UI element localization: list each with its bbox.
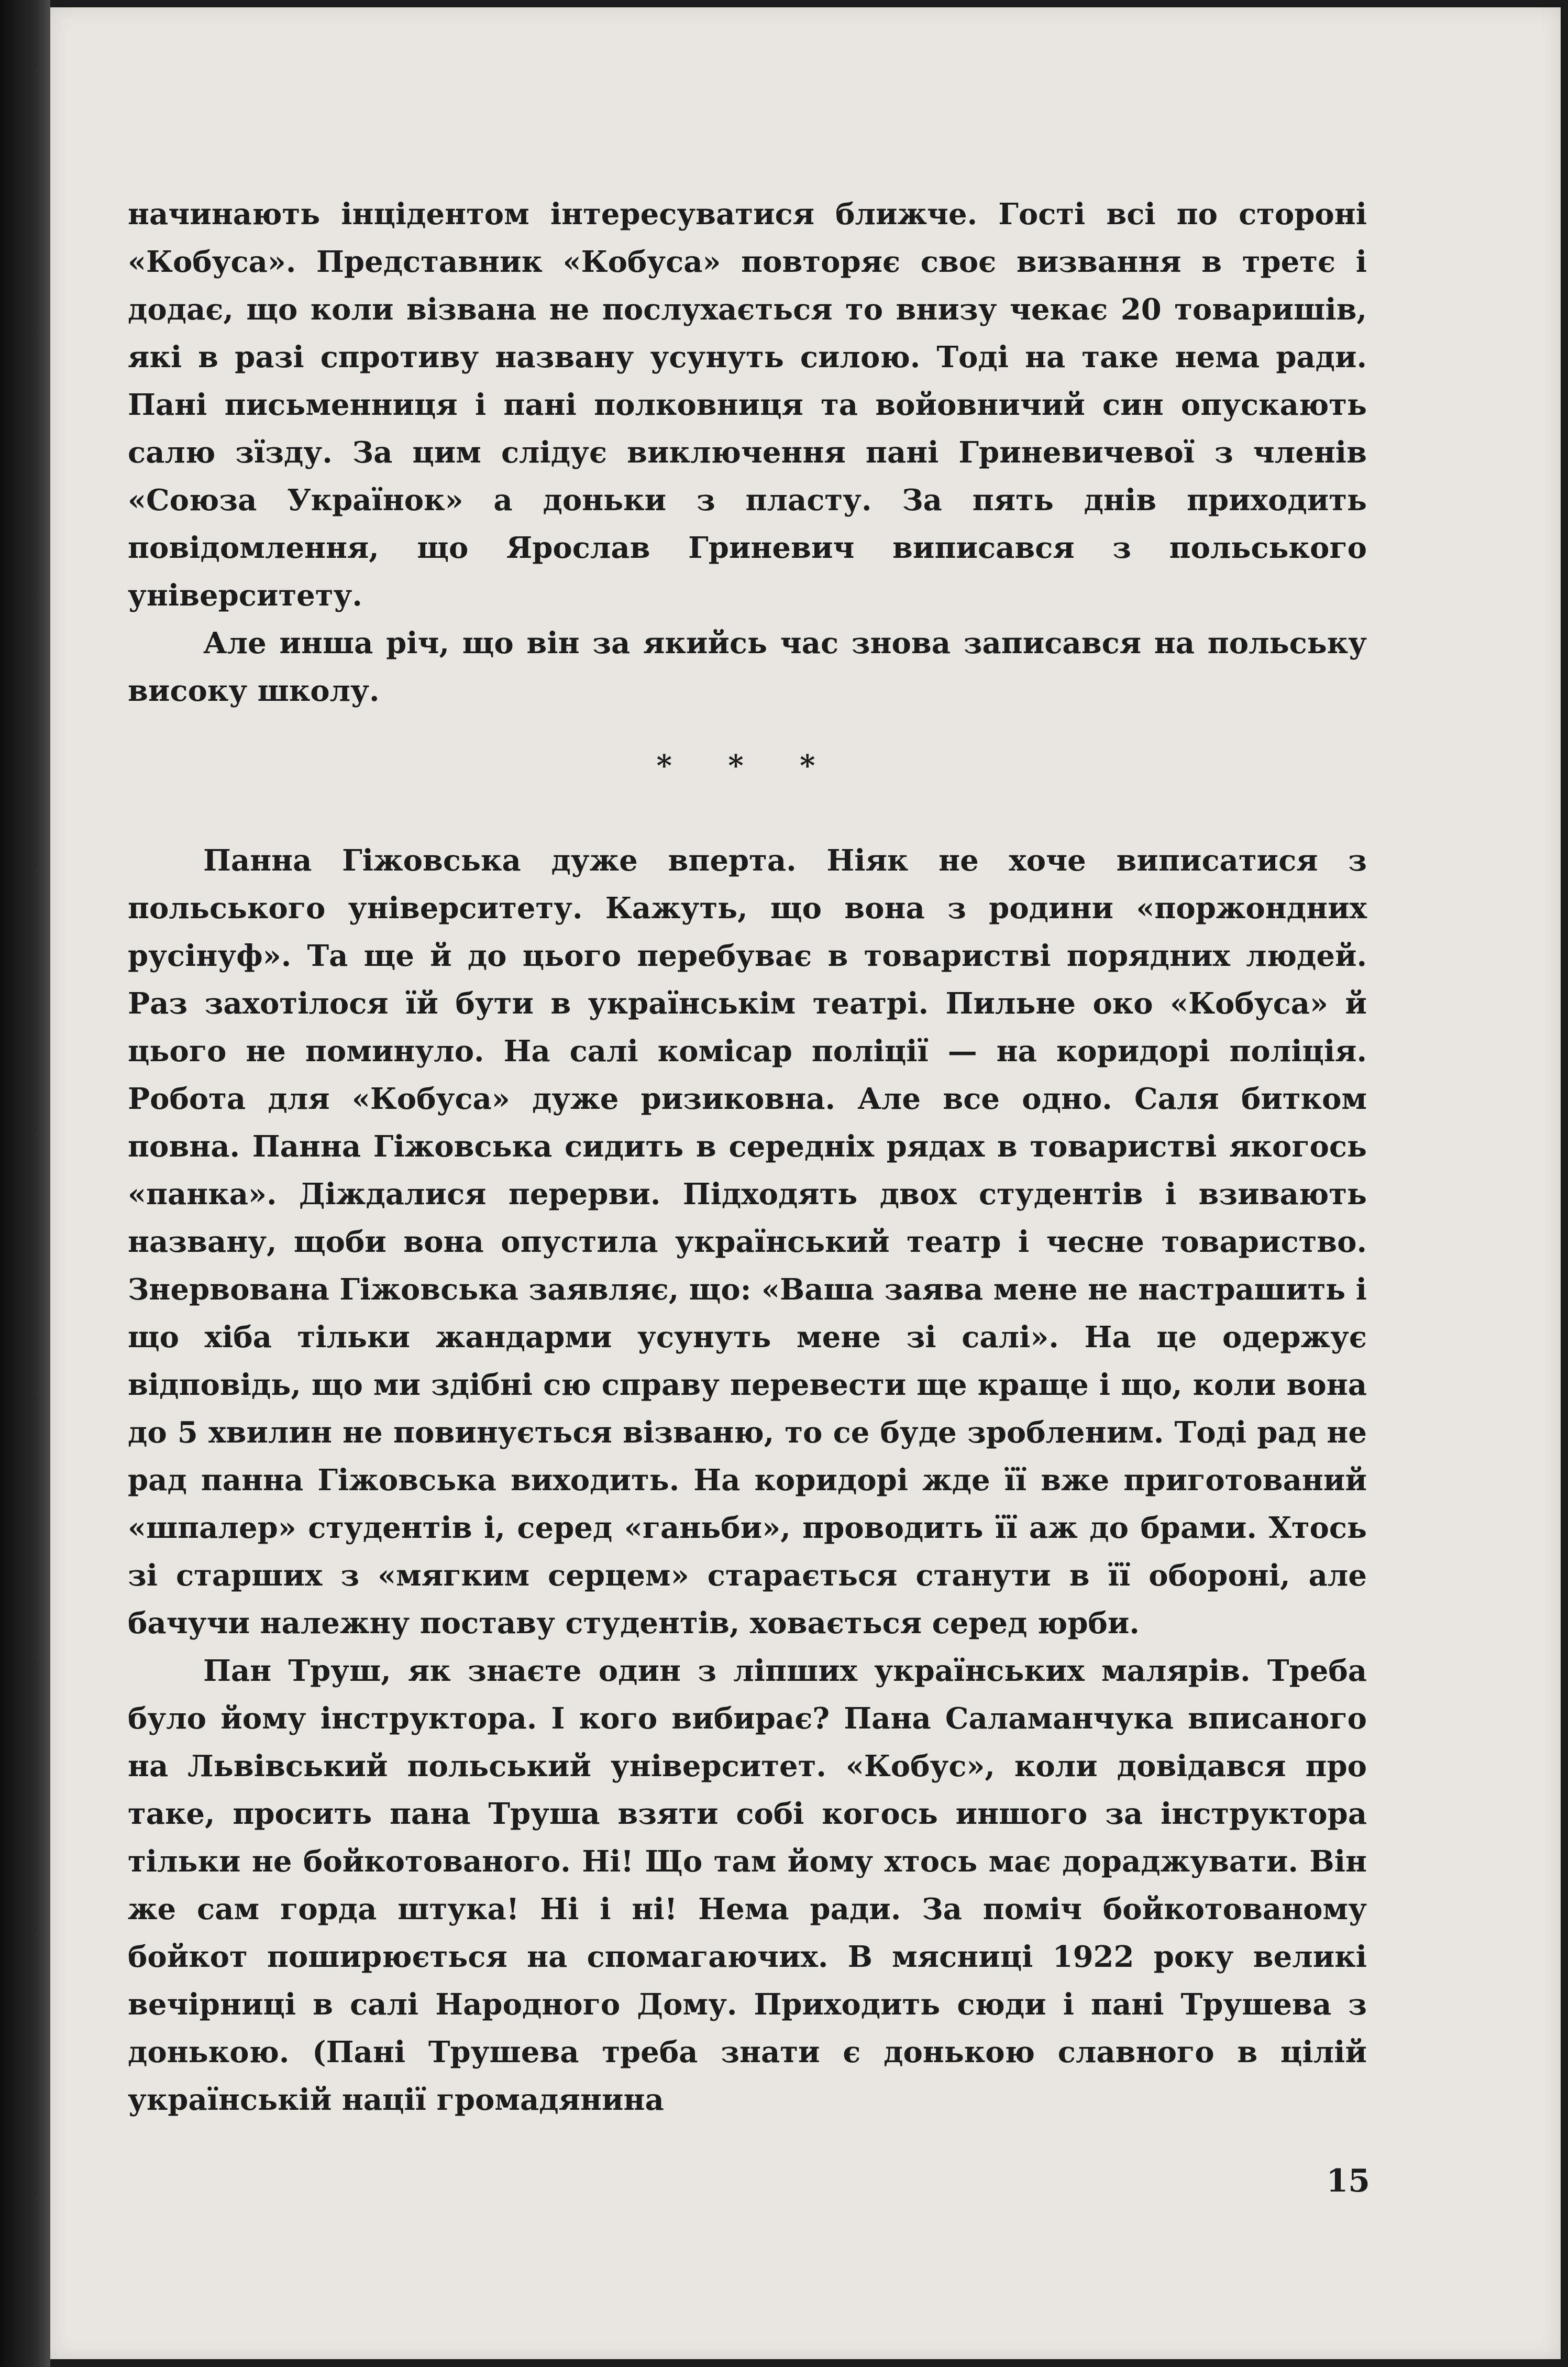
page-number: 15 xyxy=(1326,2163,1370,2199)
paragraph-4: Пан Труш, як знаєте один з ліпших українських малярів. Треба було йому інструктора. І кого вибирає? Пана Саламанчука вписаного на Львівський польський університет. «Кобус», коли довідався про таке, просить пана Труша взяти собі когось иншого за інструктора тільки не бойкотованого. Ні! Що там йому хтось має дораджувати. Він же сам горда штука! Ні і ні! Нема ради. За поміч бойкотованому бойкот поширюється на спомагаючих. В мясниці 1922 року великі вечірниці в салі Народного Дому. Приходить сюди і пані Трушева з донькою. (Пані Трушева треба знати є донькою славного в цілій українській нації громадянина xyxy=(128,1654,1367,2117)
paragraph-2: Але инша річ, що він за якийсь час знова записався на польську високу школу. xyxy=(128,626,1367,708)
section-separator: * * * xyxy=(656,748,838,783)
paragraph-1: начинають інцідентом інтересуватися ближче. Гості всі по стороні «Кобуса». Представник «Кобуса» повторяє своє визвання в третє і додає, що коли візвана не послухається то внизу чекає 20 товаришів, які в разі спротиву названу усунуть силою. Тоді на таке нема ради. Пані письменниця і пані полковниця та войовничий син опускають салю зїзду. За цим слідує виключення пані Гриневичевої з членів «Союза Українок» а доньки з пласту. За пять днів приходить повідомлення, що Ярослав Гриневич виписався з польського університету. xyxy=(128,197,1367,613)
book-spine-shadow xyxy=(0,0,50,2367)
book-page xyxy=(50,7,1561,2359)
page-body xyxy=(128,191,1367,2124)
paragraph-3: Панна Гіжовська дуже вперта. Ніяк не хоче виписатися з польського університету. Кажуть, що вона з родини «поржондних русінуф». Та ще й до цього перебуває в товаристві порядних людей. Раз захотілося їй бути в українськім театрі. Пильне око «Кобуса» й цього не поминуло. На салі комісар поліції — на коридорі поліція. Робота для «Кобуса» дуже ризиковна. Але все одно. Саля битком повна. Панна Гіжовська сидить в середніх рядах в товаристві якогось «панка». Діждалися перерви. Підходять двох студентів і взивають названу, щоби вона опустила український театр і чесне товариство. Знервована Гіжовська заявляє, що: «Ваша заява мене не настрашить і що хіба тільки жандарми усунуть мене зі салі». На це одержує відповідь, що ми здібні сю справу перевести ще краще і що, коли вона до 5 хвилин не повинується візваню, то се буде зробленим. Тоді рад не рад панна Гіжовська виходить. На коридорі жде її вже приготований «шпалер» студентів і, серед «ганьби», проводить її аж до брами. Хтось зі старших з «мягким серцем» старається станути в її обороні, але бачучи належну поставу студентів, ховається серед юрби. xyxy=(128,843,1367,1641)
